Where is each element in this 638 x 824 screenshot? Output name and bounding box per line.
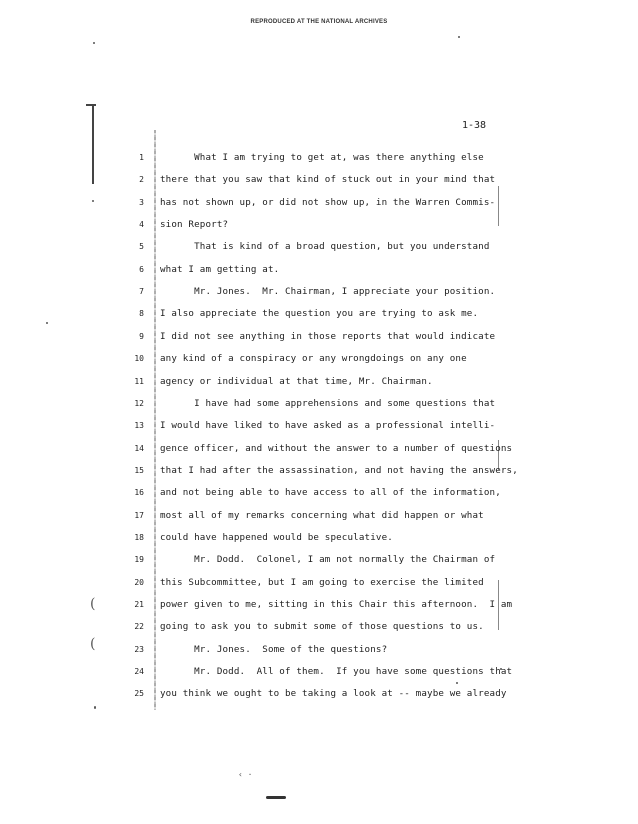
line-text: this Subcommittee, but I am going to exercise the limited <box>160 576 484 588</box>
transcript-line <box>0 686 638 708</box>
line-text: there that you saw that kind of stuck out in your mind that <box>160 174 496 186</box>
line-text: and not being able to have access to all of the information, <box>160 487 501 499</box>
line-number: 14 <box>134 443 144 453</box>
line-number: 1 <box>139 153 144 162</box>
line-text: What I am trying to get at, was there anything else <box>160 152 484 163</box>
transcript-line <box>0 642 638 664</box>
line-text: what I am getting at. <box>160 263 280 275</box>
transcript-line <box>0 284 638 306</box>
line-text: Mr. Dodd. Colonel, I am not normally the Chairman of <box>160 554 496 566</box>
transcript-line <box>0 485 638 507</box>
line-text: power given to me, sitting in this Chair this afternoon. I am <box>160 599 513 610</box>
line-number: 19 <box>134 555 144 565</box>
line-number: 9 <box>139 331 144 341</box>
scan-artifact: ( <box>90 596 96 612</box>
transcript-line <box>0 508 638 530</box>
transcript-line <box>0 575 638 597</box>
line-text: Mr. Jones. Some of the questions? <box>160 643 388 655</box>
transcript-line <box>0 463 638 485</box>
line-number: 6 <box>139 264 144 274</box>
line-number: 11 <box>134 376 144 386</box>
transcript-line <box>0 306 638 328</box>
transcript-line <box>0 597 638 619</box>
line-number: 23 <box>134 644 144 654</box>
scan-artifact <box>266 796 286 799</box>
line-number: 13 <box>134 421 144 431</box>
transcript-line <box>0 619 638 641</box>
transcript-line <box>0 351 638 373</box>
scan-speck <box>458 36 460 38</box>
line-number: 22 <box>134 622 144 632</box>
transcript-line <box>0 262 638 284</box>
line-text: could have happened would be speculative. <box>160 531 393 543</box>
line-number: 17 <box>134 510 144 520</box>
line-number: 18 <box>134 532 144 542</box>
transcript-line <box>0 329 638 351</box>
line-number: 16 <box>134 488 144 498</box>
line-text: I would have liked to have asked as a professional intelli- <box>160 420 496 432</box>
line-number: 10 <box>134 354 144 364</box>
line-number: 20 <box>134 577 144 587</box>
line-number: 24 <box>134 667 144 677</box>
transcript-line <box>0 418 638 440</box>
line-number: 8 <box>139 309 144 319</box>
line-text: sion Report? <box>160 219 229 231</box>
line-number: 5 <box>139 242 144 252</box>
line-number: 25 <box>134 689 144 699</box>
transcript-line <box>0 552 638 574</box>
transcript-line <box>0 150 638 172</box>
transcript-line <box>0 217 638 239</box>
transcript-line <box>0 664 638 686</box>
scan-artifact: ‹ · <box>238 770 253 779</box>
transcript-line <box>0 530 638 552</box>
line-text: I have had some apprehensions and some questions that <box>160 397 496 409</box>
transcript-line <box>0 239 638 261</box>
line-number: 2 <box>139 175 144 185</box>
line-text: Mr. Jones. Mr. Chairman, I appreciate your position. <box>160 286 496 298</box>
scan-artifact: ( <box>90 636 96 652</box>
transcript-line <box>0 441 638 463</box>
line-text: has not shown up, or did not show up, in the Warren Commis- <box>160 196 496 208</box>
transcript-line <box>0 195 638 217</box>
line-number: 21 <box>134 600 144 609</box>
line-number: 7 <box>139 287 144 297</box>
line-text: That is kind of a broad question, but you understand <box>160 241 490 253</box>
line-text: most all of my remarks concerning what did happen or what <box>160 509 484 521</box>
scan-speck <box>93 42 95 44</box>
line-number: 12 <box>134 398 144 408</box>
line-text: agency or individual at that time, Mr. Chairman. <box>160 375 433 387</box>
archive-stamp: REPRODUCED AT THE NATIONAL ARCHIVES <box>250 19 388 25</box>
line-text: I also appreciate the question you are trying to ask me. <box>160 308 479 320</box>
line-text: Mr. Dodd. All of them. If you have some questions that <box>160 666 513 678</box>
transcript-line <box>0 396 638 418</box>
line-text: any kind of a conspiracy or any wrongdoings on any one <box>160 353 467 365</box>
line-text: gence officer, and without the answer to a number of questions <box>160 442 513 454</box>
line-text: going to ask you to submit some of those questions to us. <box>160 621 484 633</box>
line-number: 3 <box>139 197 144 207</box>
transcript-line <box>0 172 638 194</box>
line-text: that I had after the assassination, and not having the answers, <box>160 464 518 476</box>
transcript-line <box>0 374 638 396</box>
line-text: I did not see anything in those reports that would indicate <box>160 330 496 342</box>
page-number: 1-38 <box>462 120 487 131</box>
line-text: you think we ought to be taking a look at -- maybe we already <box>160 688 507 700</box>
line-number: 15 <box>134 465 144 475</box>
line-number: 4 <box>139 220 144 230</box>
left-margin-bracket-top <box>86 104 96 106</box>
